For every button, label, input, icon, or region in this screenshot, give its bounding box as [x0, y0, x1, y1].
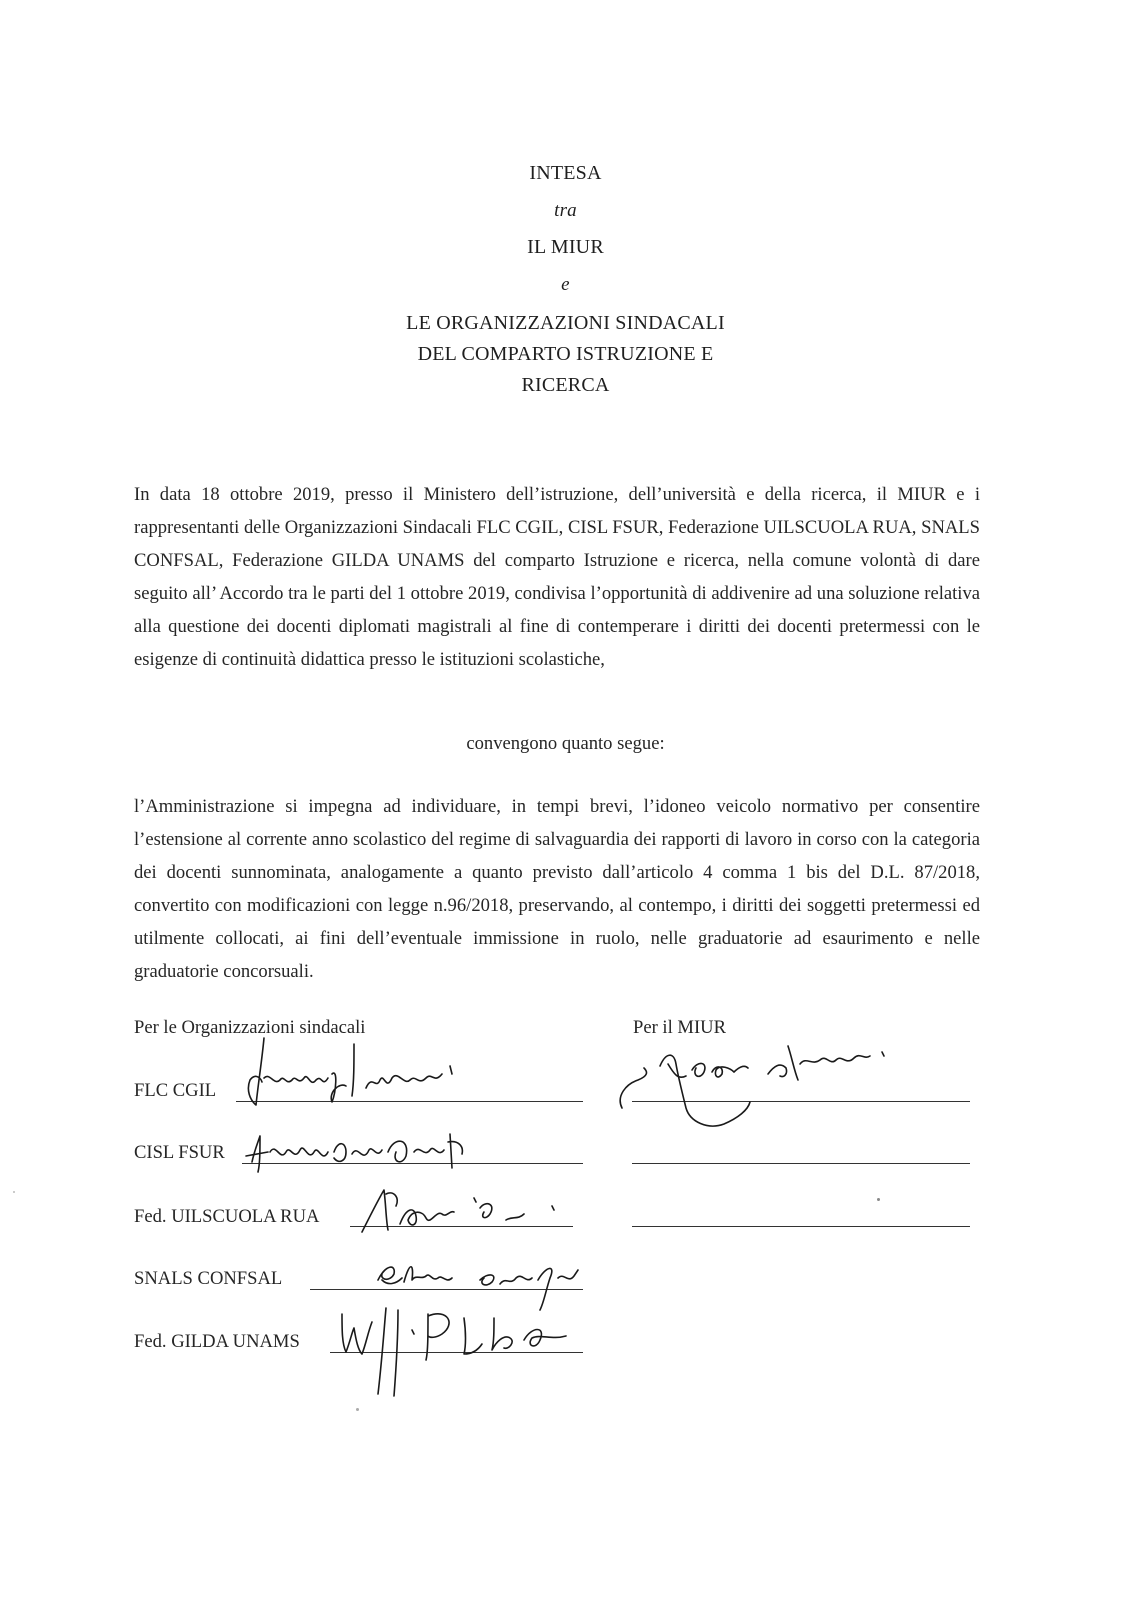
miur-signature-line-2 [632, 1163, 970, 1164]
scan-dot [13, 1191, 15, 1193]
signature-cisl-fsur [238, 1122, 498, 1182]
scan-dot [356, 1408, 359, 1411]
title-organizzazioni: LE ORGANIZZAZIONI SINDACALI [406, 312, 725, 334]
title-e: e [561, 274, 570, 295]
commitment-paragraph: l’Amministrazione si impegna ad individuare, in tempi brevi, l’idoneo veicolo normativo per consentire l’estensione al corrente anno scolastico del regime di salvaguardia dei rapporti di lavoro in corso con la categoria dei docenti sunnominata, analogamente a quanto previsto dall’articolo 4 comma 1 bis del D.L. 87/2018, convertito con modificazioni con legge n.96/2018, preservando, al contempo, i diritti dei soggetti pretermessi ed utilmente collocati, ai fini dell’eventuale immissione in ruolo, nelle graduatorie ad esaurimento e nelle graduatorie concorsuali. [134, 796, 980, 982]
intro-paragraph: In data 18 ottobre 2019, presso il Ministero dell’istruzione, dell’università e della ricerca, il MIUR e i rappresentanti delle Organizzazioni Sindacali FLC CGIL, CISL FSUR, Federazione UILSCUOLA RUA, SNALS CONFSAL, Federazione GILDA UNAMS del comparto Istruzione e ricerca, nella comune volontà di dare seguito all’ Accordo tra le parti del 1 ottobre 2019, condivisa l’opportunità di addivenire ad una soluzione relativa alla questione dei docenti diplomati magistrali al fine di contemperare i diritti dei docenti pretermessi con le esigenze di continuità didattica presso le istituzioni scolastiche, [134, 484, 980, 670]
union-label-gilda: Fed. GILDA UNAMS [134, 1331, 300, 1352]
union-label-uilscuola: Fed. UILSCUOLA RUA [134, 1206, 320, 1227]
signature-uilscuola [356, 1180, 586, 1240]
union-label-cisl-fsur: CISL FSUR [134, 1142, 225, 1163]
title-miur: IL MIUR [527, 236, 604, 258]
miur-signature-line-3 [632, 1226, 970, 1227]
miur-heading: Per il MIUR [633, 1017, 726, 1038]
signature-miur [608, 1030, 908, 1140]
union-label-snals: SNALS CONFSAL [134, 1268, 283, 1289]
signature-gilda [332, 1300, 592, 1410]
unions-heading: Per le Organizzazioni sindacali [134, 1017, 366, 1038]
title-intesa: INTESA [529, 162, 602, 184]
title-tra: tra [554, 200, 577, 221]
scan-dot [877, 1198, 880, 1201]
union-label-flc-cgil: FLC CGIL [134, 1080, 217, 1101]
title-ricerca: RICERCA [521, 374, 610, 396]
agreement-line: convengono quanto segue: [466, 733, 665, 754]
title-comparto: DEL COMPARTO ISTRUZIONE E [417, 343, 714, 365]
signature-flc-cgil [236, 1030, 496, 1125]
